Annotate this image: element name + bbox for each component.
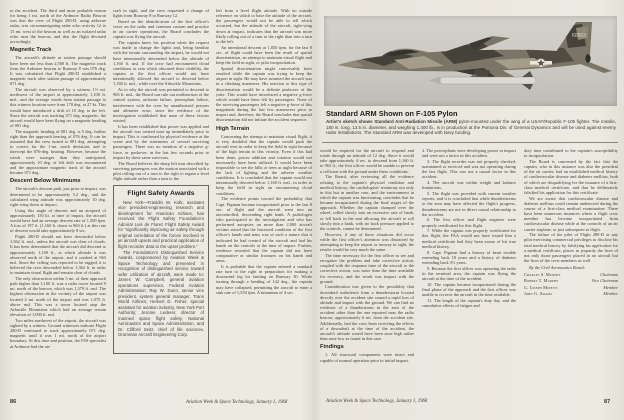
board-member-title: Chairman	[600, 271, 618, 277]
standard-arm-missile	[428, 70, 536, 90]
paragraph: to the accident. The third and most probable reason for being 1 mi. north of the Ardmore Radio Beacon was that the crew of Flight 280-D, using airborne radar, was circumnavigating radar echo activity 12 to 15 mi. west of the beacon as well as an isolated radar echo near the beacon, and that the flight deviated accordingly.	[10, 8, 106, 44]
board-member-name: John G. Adams	[524, 291, 553, 297]
page-number-left: 86	[10, 399, 17, 405]
paragraph: 3. The flight recorder was not properly checked, maintained or serviced and was not operating during the last flight. This was not a causal factor in this accident.	[422, 158, 516, 180]
section-heading: High Terrain	[216, 125, 250, 132]
paragraph: The time necessary for the first officer to see and recognize the problem and take corrective action, coupled with the response time of the aircraft to the corrective action, was more than the time available for recovery, and the result was impact with the ground.	[320, 252, 414, 284]
paragraph: 10. The captain became incapacitated during the final phase of the approach and the first officer was unable to recover the aircraft in the time available.	[422, 281, 516, 297]
paragraph: The Foundation's Distinguished Service Awards, cosponsored by Aviation Week & Space Technology and presented in recognition of distinguished service toward safer utilization of aircraft, were made to: James W. Campbell, general aviation operations supervisor, Federal Aviation Administration; Ray W. Dunn, senior vice president, system general manager, Trans World Airlines; Herbert D. Fisher, special assistant for aviation industry, New York Port Authority; Jerome Lederer, director of manned space flight safety, National Aeronautics and Space Administration, and Dr. Clifford Seitz, chief of life sciences, Grumman Aircraft Engineering Corp.	[118, 249, 204, 338]
flight-safety-awards-box	[113, 185, 209, 354]
paragraph: 4. The aircraft was within weight and balance limitations.	[422, 180, 516, 191]
paragraph: The aircraft was observed by a witness 1½ mi. northwest of the airport at approximately 1,100 ft. msl., and the average winds from station passage to this witness location were from 170 deg. at 27 kt. This would have introduced a drift of 10 deg. to the left. Since the aircraft was tracking 071 deg. magnetic, the aircraft would have been flying on a magnetic heading of 081 deg.	[10, 86, 106, 128]
signature-row	[524, 272, 618, 277]
awards-box-body	[118, 200, 204, 338]
paragraph: 11. The length of the captain's duty day, and the cumulative effects of fatigue and	[422, 297, 516, 308]
paragraph: New York—Franklin W. Kolk, assistant vice president-engineering research and development for American Airlines, has received the Flight Safety Foundation's Admiral Luis de Florez Flight Safety Award for “significantly improving air safety through original correlation of the forces involved in jet aircraft upsets and practical application of flight recorder data to the upset problem.”	[118, 199, 204, 249]
awards-box-title: Flight Safety Awards	[127, 190, 195, 198]
paragraph: 7. While the captain was properly certificated for this flight, the FAA would not have issued him a medical certificate had they been aware of his true medical history.	[422, 228, 516, 249]
paragraph: 6. The first officer and flight engineer were properly certificated for this flight.	[422, 217, 516, 228]
paragraph: 5. The flight was provided with current weather reports, and it is concluded that while thunderstorms in the area may have affected the flight's progress, thunderstorms are not in direct causal relationship to the accident.	[422, 191, 516, 217]
signature-block	[524, 272, 618, 297]
paragraph: As to why the aircraft was permitted to descend to 963 ft. msl., the Board can rule out malfunction of the control system, airframe failure, powerplant failure, interference with the crew by unauthorized persons and altimeter error, since the evidence of the investigation established that none of these factors existed.	[113, 87, 209, 124]
footer-right: Aviation Week & Space Technology, January 1, 1968	[326, 399, 428, 404]
paragraph: It has been established that power was applied and the aircraft was rotated nose up immediately prior to impact. This is confirmed by physical evidence at the scene and by the statements of several surviving passengers. There was no mention of a negative g-force, or pushover, in the last few seconds prior to impact by these same survivors.	[113, 123, 209, 160]
paragraph: It is probable that the captain entered a standard rate turn to the right in preparation for making a downwind leg for landing on Runway 30. While turning through a heading of 142 deg., the captain may have collapsed, permitting the aircraft to enter a sink rate of 1,550 fpm. A minimum of 4 sec.	[216, 264, 312, 295]
paragraph: craft in sight, and the crew requested a change of lights from Runway 8 to Runway 12.	[113, 8, 209, 19]
section-heading: Descent Below Minimums	[10, 178, 81, 185]
right-page	[320, 148, 618, 394]
paragraph: would be required for the aircraft to respond and rotate through an attitude of 12 deg. Since it would take approximately 4 sec. to descend from 1,160 ft. to 963 ft., the first officer would be unable to prevent a collision with the ground under these conditions.	[320, 148, 414, 174]
board-member-title: Vice Chairman	[591, 278, 618, 284]
paragraph: Spatial disorientation might conceivably have resulted while the captain was trying to keep the airport in sight. He may have assumed the aircraft was in a climbing maneuver. His reaction to this type of disorientation would be a definite pushover of the yoke. This would have introduced a negative g-force which would have been felt by passengers. None of the surviving passengers felt a negative g-force of this magnitude during the last few maneuvers prior to impact and, therefore, the Board concludes that spatial disorientation did not initiate the accident sequence.	[216, 65, 312, 123]
signature-row	[524, 278, 618, 283]
paragraph: The failure of the pilot of Flight 280-D or any pilot exercising commercial privileges to disclose his total medical history by falsifying his application for a medical certificate, places in jeopardy the lives of not only those passengers placed in an aircraft but the lives of the crew members as well.	[524, 232, 618, 264]
board-member-name: Robert T. Murphy	[524, 278, 559, 284]
paragraph: Concerning the attempt to maintain visual flight, it is very doubtful that the captain would push the aircraft over in order to keep the field in sight because of the high terrain in this vicinity. Even if this had been done, power addition and rotation would not necessarily have been utilized. It would have been impossible to see the hills or trees at night because of the lack of lighting and the adverse weather conditions. It is concluded that the captain would not intentionally descend below 1,160 ft. msl., in order to keep the field in sight on encountering cloud conditions.	[216, 133, 312, 196]
caption-divider	[322, 142, 618, 143]
tail-number: 60863	[572, 33, 586, 39]
paragraph: However, if any of these situations did occur while the first officer's attention was distracted by attempting to keep the airport or runway in sight, the results would be very much the same.	[320, 231, 414, 253]
board-member-title: Member	[603, 284, 618, 290]
left-column-1	[10, 8, 106, 396]
paragraph: 9. Because the first officer was operating the radio in the terminal area, the captain was flying the aircraft at the time of the accident.	[422, 265, 516, 281]
right-column-3	[524, 148, 618, 394]
paragraph: The captain knew his position when the request was made to change the lights and, being familiar with the terrain surrounding the airport, he would not have intentionally descended below the altitude of 1,160 ft. msl. If the crew had encountered cloud conditions or rain which obscured their visibility, the captain or the first officer would not have intentionally allowed the aircraft to descend below 1,160 ft. msl., while over the Arbuckle Mountains.	[113, 40, 209, 87]
caption-lead: Artist's sketch shows Standard Anti-Radiation Missile (ARM)	[326, 119, 458, 124]
paragraph: Based on the identification of the first officer's voice on the radio and common custom and practice in air carrier operations, the Board concludes the captain was flying the aircraft.	[113, 18, 209, 40]
paragraph: The Board is concerned by the fact that the captain, who in this instance was also the president of the air carrier, had an established medical history of cardiovascular disease and diabetes mellitus, both of which are disqualifying for the issuance of a first-class medical certificate, and that he deliberately falsified his application for this certificate.	[524, 158, 618, 195]
paragraph: The magnetic heading of 081 deg. is 5 deg. further right than the approach bearing of 076 deg. It can be assumed that the crew turned to 081 deg. attempting to correct for the 1-mi. north deviation, and to intercept the 076-deg. bearing. However, because the winds were stronger than they anticipated, approximately 10 deg. of left drift was encountered and the approximate magnetic track of the aircraft became 071 deg.	[10, 128, 106, 175]
paragraph: 2. The powerplants were developing power at impact and were not a factor in this accident.	[422, 148, 516, 159]
footer-left: Aviation Week & Space Technology, January 1, 1968	[186, 400, 288, 405]
photo-caption-title: Standard ARM Shown on F-105 Pylon	[326, 109, 458, 118]
paragraph: The Board, after reviewing all the evidence relating to the captain's physical condition and medical history, the cardiologists' testimony not only in this but in another case, and the environment in which the captain was functioning, concludes that he became incapacitated during the final stages of the approach. Whether the captain slumped over the wheel, rolled slowly into an excessive rate of bank, or fell back in the seat allowing the aircraft to roll slowly into a bank, with no back pressure applied to the controls, cannot be determined.	[320, 174, 414, 231]
left-column-3	[216, 8, 312, 396]
left-page	[10, 8, 312, 396]
board-member-title: Member	[603, 291, 618, 297]
f105-aircraft-illustration	[324, 16, 617, 106]
paragraph: Two miles northwest of the airport, the aircraft was sighted by a witness. Ground witnesses indicate Flight 280-D continued to track approximately 071 deg. magnetic until it was 1 mi. north of the airport boundary. At this time and position, the FSS specialist at Ardmore had the air-	[10, 317, 106, 349]
paragraph: duty time contributed to the captain's susceptibility to incapacitation.	[524, 148, 618, 159]
paragraph: An intentional descent at 1,050 fpm. for the last 8 sec. of flight could have been the result of spatial disorientation, an attempt to maintain visual flight and keep the field in sight, or pilot incapacitation.	[216, 44, 312, 66]
paragraph: The only obstruction within 5 mi. of their approach path higher than 1,160 ft. was a radio tower located 9 mi. north of the beacon, which was 1,379 ft. msl. The highest obstruction in the vicinity of the airport was located 2 mi. north of the airport and was 1,075 ft. above msl. This was a tower located atop the Arbuckle Mountains which had an average terrain elevation of 1,000 ft. msl.	[10, 275, 106, 317]
left-column-2-text	[113, 8, 209, 181]
paragraph: Consideration was given to the possibility that downdraft turbulence from a thunderstorm located directly over the accident site caused a rapid loss of altitude and impact with the ground. We can find no evidence of a thunderstorm in the area of the accident other than the one reported near the radio beacon, approximately 6 mi. from the accident site. Additionally, had the crew been receiving the effects of a downdraft at the time of the accident, the aircraft's attitude would have been nose high rather than nose low as found in this case.	[320, 284, 414, 341]
photo-caption-body	[326, 119, 616, 136]
paragraph: Flight 280-D should not have descended below 1,362 ft. msl., unless the aircraft was clear of clouds. It has been determined that the aircraft did descend to approximately 1,160 ft., at which altitude it was observed north of the airport, and it crashed at 963 msl. Since the ceiling was reported to be ragged, it is believed the crew descended below 1,362 ft. in order to maintain visual flight and remain clear of clouds.	[10, 234, 106, 276]
paragraph: 8. Capt. Pigman had a history of heart trouble extending back 18 years and a history of diabetes extending back 3½ years.	[422, 249, 516, 265]
board-member-name: G. Joseph Minetti	[524, 284, 558, 290]
signature-row	[524, 285, 618, 290]
f105-photo	[324, 16, 617, 106]
section-heading: Findings	[320, 344, 344, 351]
section-heading: Magnetic Track	[10, 47, 52, 54]
signature-row	[524, 291, 618, 296]
left-column-2	[113, 8, 209, 396]
paragraph: The aircraft's altitude at station passage should have been not less than 2,500 ft. The magnetic track from the Ardmore beacon to Runway 8 was 076 deg. It was calculated that Flight 280-D established a magnetic track after station passage of approximately 071 deg.	[10, 55, 106, 87]
right-column-2	[422, 148, 516, 394]
board-member-name: Charles S. Murphy	[524, 271, 561, 277]
caption-rest: pylon-mounted under the wing of a USAF/Republic F-105 fighter. The missile, 180 in. long, 13.5 in. diameter, and weighing 1,400 lb., is in production at the Pomona Div. of General Dynamics and will be used against enemy radar installations. The Standard ARM was developed with Navy funding.	[326, 119, 617, 136]
paragraph: The evidence points toward the probability that Capt. Pigman became incapacitated prior to the last 8 sec. of flight and the aircraft went into an uncontrolled, descending right bank. A pathologist who participated in the investigation and who has performed autopsies on more than 2,000 aircraft victims stated that the fractured condition of the first officer's hands and arms was of such a nature that it indicated he had control of the aircraft and had his hands on the controls at the time of impact. Further, evidence revealed that the captain did not have comparative or similar fractures on his hands and arms.	[216, 196, 312, 264]
paragraph: left from a level flight attitude. With no outside reference on which to base the attitude of the aircraft, the passengers would not be able to tell which occurred, but the attitude of the aircraft, right-wing down at impact, indicates that the aircraft was more likely rolling out of a turn to the right than into a turn to the left.	[216, 8, 312, 44]
paragraph: The Board believes the sharp left turn described by surviving passengers was the motion associated with a pilot rolling out of a turn to the right to regain a level flight attitude rather than a turn to the	[113, 160, 209, 181]
paragraph: 1. All structural components were intact and capable of normal operation prior to initial impact.	[320, 352, 414, 363]
right-column-1	[320, 148, 414, 394]
paragraph: Using this angle of descent and an airspeed of approximately 150 kt. at time of impact, the aircraft would have had an average descent rate of 1,500 fpm. A loss of 197 ft. (1,160 ft. down to 963 ft.) at this rate of descent would take approximately 8 sec.	[10, 207, 106, 234]
paragraph: We are aware that cardiovascular disease and diabetes mellitus could remain undetected during the course of a first-class medical examination. There have been numerous instances where a flight crew member has become incapacitated from cardiovascular disease while at the controls of an air carrier airplane, or just subsequent to flight.	[524, 195, 618, 232]
signature-intro: By the Civil Aeronautics Board:	[529, 265, 586, 271]
paragraph: The aircraft's descent path, just prior to impact, was determined to be approximately 5.2 deg., and the calculated wing attitude was approximately 10 deg. right-wing down at impact.	[10, 186, 106, 207]
page-number-right: 87	[604, 399, 611, 405]
right-column-3-text	[524, 148, 618, 263]
